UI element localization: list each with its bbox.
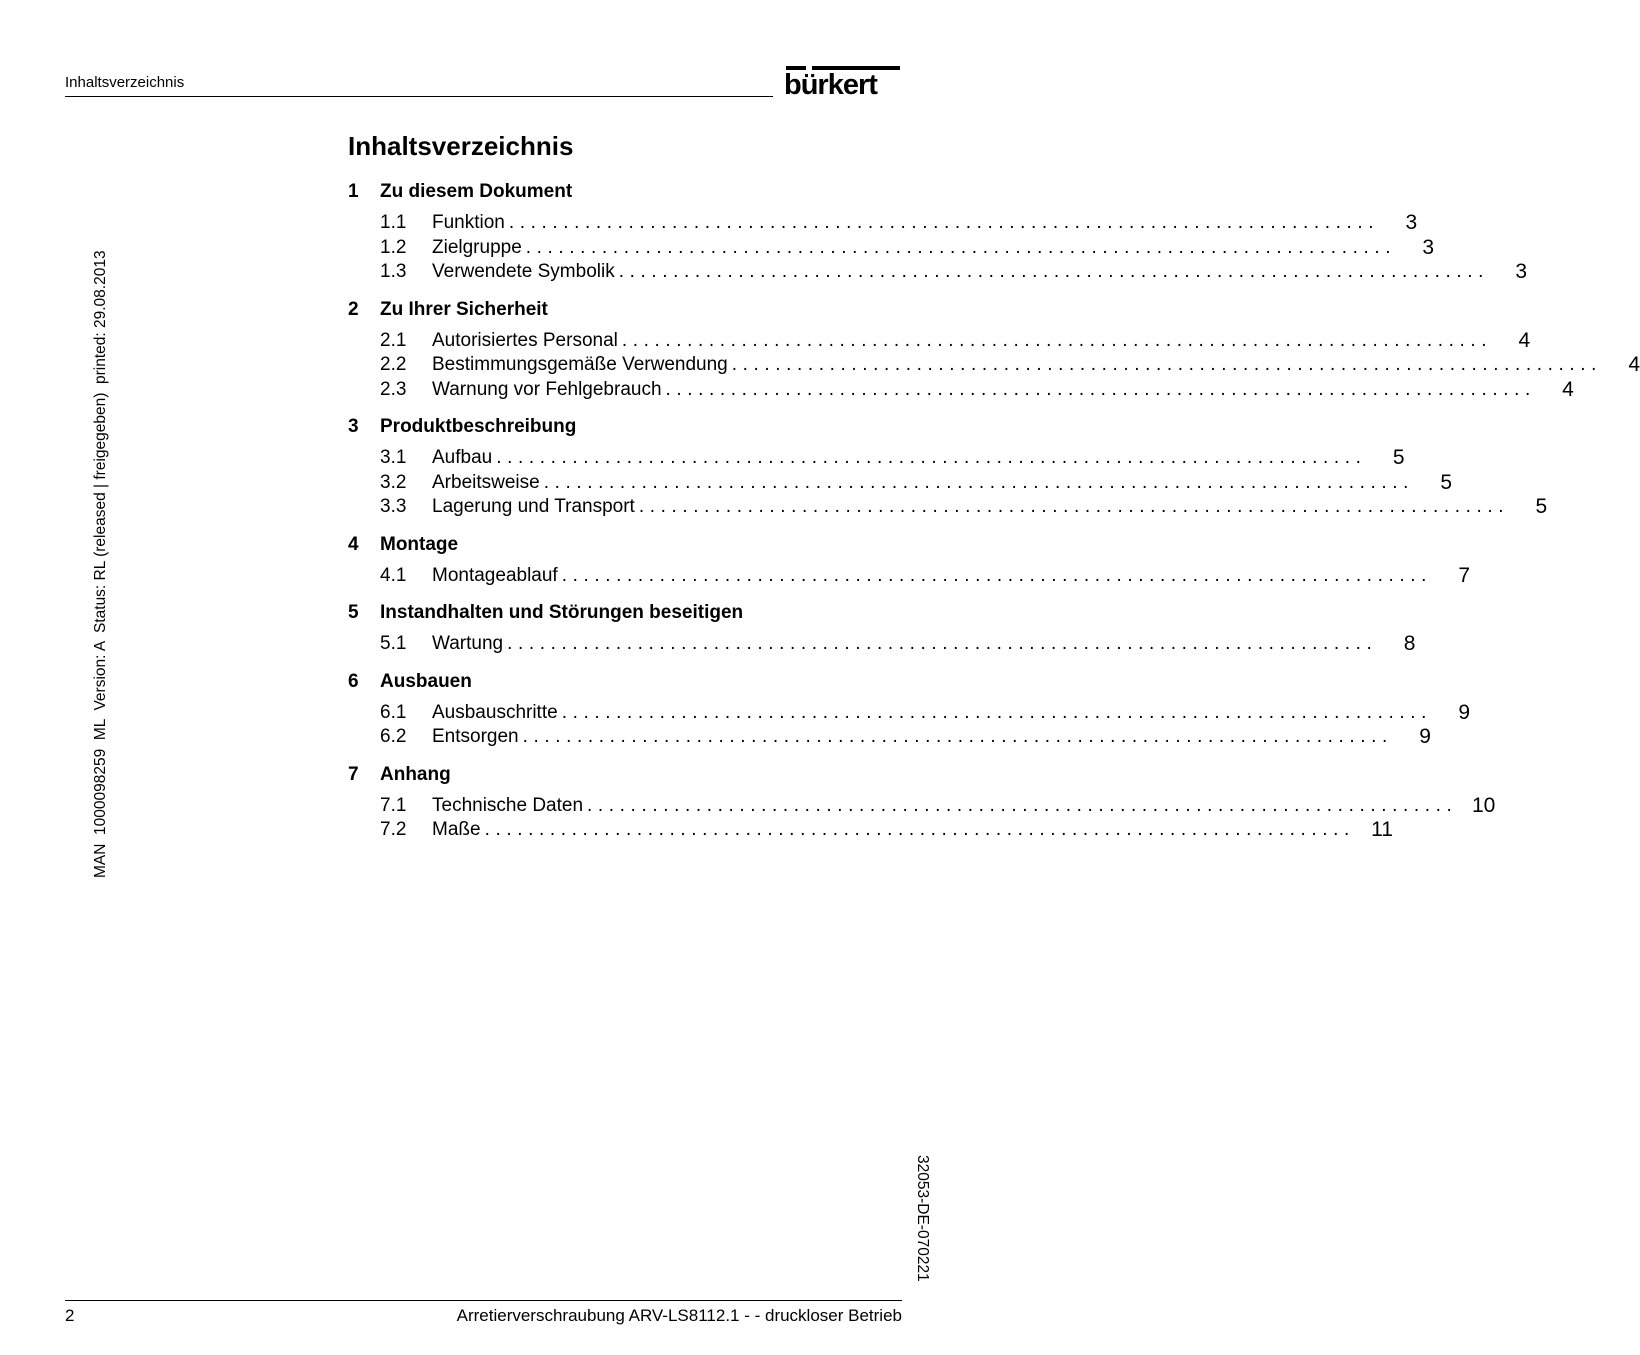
toc-chapter-number: 5 [348, 602, 359, 623]
toc-dot-leader: ................................................................................ [665, 378, 1536, 400]
toc-chapter [348, 415, 1548, 520]
toc-entry-label: Maße [432, 819, 481, 840]
toc-entry[interactable] [348, 700, 1470, 726]
document-code: 32053-DE-070221 [914, 1155, 931, 1282]
toc-chapter [348, 670, 1470, 750]
toc-chapter-title: Montage [380, 533, 459, 555]
toc-entry[interactable] [348, 793, 1496, 819]
toc-entry-number: 2.2 [380, 354, 407, 375]
toc-chapter-title: Anhang [380, 763, 451, 785]
toc-chapter-title: Produktbeschreibung [380, 416, 577, 437]
toc-entry-page: 4 [1628, 353, 1640, 376]
toc-entry-label: Autorisiertes Personal [432, 329, 618, 351]
toc-chapter-title: Zu diesem Dokument [380, 181, 573, 202]
toc-chapter [348, 763, 1496, 843]
toc-chapter-number: 6 [348, 670, 359, 692]
toc-entry-number: 1.3 [380, 261, 407, 282]
toc-chapter-number: 7 [348, 763, 359, 785]
toc-dot-leader: ................................................................................ [561, 701, 1432, 723]
toc-dot-leader: ................................................................................ [543, 471, 1415, 493]
toc-chapter-title: Instandhalten und Störungen beseitigen [380, 602, 744, 623]
toc-entry[interactable] [348, 563, 1471, 589]
toc-chapter-heading[interactable] [348, 180, 902, 204]
toc-chapter-title: Ausbauen [380, 670, 472, 692]
toc-dot-leader: ................................................................................ [525, 236, 1397, 258]
toc-dot-leader: ................................................................................ [507, 633, 1378, 654]
toc-entry[interactable] [348, 632, 1416, 657]
toc-entry-label: Entsorgen [432, 726, 519, 747]
toc-dot-leader: ................................................................................ [508, 212, 1380, 233]
toc-chapter-number: 3 [348, 416, 359, 437]
toc-chapter [348, 298, 1640, 403]
toc-chapter-heading[interactable] [348, 298, 902, 322]
toc-dot-leader: ................................................................................ [638, 496, 1510, 517]
toc-entry-label: Wartung [432, 633, 504, 654]
toc-dot-leader: ................................................................................ [587, 794, 1458, 816]
toc-dot-leader: ................................................................................ [731, 354, 1603, 375]
toc-entry-page: 4 [1562, 377, 1574, 401]
toc-dot-leader: ................................................................................ [561, 564, 1433, 586]
toc-entry-number: 5.1 [380, 633, 407, 654]
logo-text: bürkert [784, 69, 877, 101]
toc-entry-number: 1.1 [380, 212, 407, 233]
toc-entry-page: 3 [1422, 235, 1435, 259]
toc-entry-label: Montageablauf [432, 564, 558, 586]
toc-entry[interactable] [348, 495, 1548, 520]
toc-entry-label: Zielgruppe [432, 236, 522, 258]
toc-entry-number: 3.3 [380, 496, 407, 517]
toc-entry[interactable] [348, 446, 1405, 471]
toc-entry-number: 6.1 [380, 701, 407, 723]
toc-entry-page: 9 [1458, 700, 1470, 724]
toc-entry-page: 5 [1440, 470, 1453, 494]
footer-divider [65, 1300, 902, 1301]
toc-entry-page: 4 [1518, 328, 1531, 352]
toc-dot-leader: ................................................................................ [621, 329, 1493, 351]
footer-document-title: Arretierverschraubung ARV-LS8112.1 - - druckloser Betrieb [456, 1306, 902, 1325]
toc-entry-page: 8 [1403, 632, 1416, 655]
toc-entry[interactable] [348, 211, 1418, 236]
toc-chapter [348, 601, 1416, 657]
toc-entry[interactable] [348, 818, 1393, 843]
toc-entry-label: Verwendete Symbolik [432, 261, 615, 282]
toc-entry-number: 3.2 [380, 471, 407, 493]
toc-dot-leader: ................................................................................ [618, 261, 1490, 282]
toc-entry-page: 3 [1515, 260, 1528, 283]
toc-chapter-heading[interactable] [348, 533, 902, 557]
toc-entry[interactable] [348, 328, 1531, 354]
toc-entry-page: 5 [1535, 495, 1548, 518]
toc-entry[interactable] [348, 353, 1640, 378]
toc-entry-label: Warnung vor Fehlgebrauch [432, 378, 662, 400]
toc-entry[interactable] [348, 470, 1453, 496]
toc-entry[interactable] [348, 725, 1431, 750]
toc-entry[interactable] [348, 235, 1435, 261]
toc-entry-page: 3 [1405, 211, 1418, 234]
toc-entry-page: 10 [1472, 793, 1496, 817]
toc-entry-label: Funktion [432, 212, 505, 233]
toc-entry-number: 3.1 [380, 447, 407, 468]
toc-entry[interactable] [348, 260, 1528, 285]
toc-entry-number: 6.2 [380, 726, 407, 747]
toc-entry-label: Aufbau [432, 447, 493, 468]
toc-chapter [348, 533, 1471, 589]
toc-entry-label: Ausbauschritte [432, 701, 558, 723]
toc-entry-label: Bestimmungsgemäße Verwendung [432, 354, 728, 375]
header-section-label: Inhaltsverzeichnis [65, 74, 185, 91]
toc-chapter-number: 1 [348, 181, 359, 202]
burkert-logo [784, 66, 902, 101]
toc-entry-number: 7.1 [380, 794, 407, 816]
toc-chapter-heading[interactable] [348, 415, 902, 439]
toc-entry-label: Lagerung und Transport [432, 496, 635, 517]
toc-entry-label: Arbeitsweise [432, 471, 540, 493]
toc-entry-number: 1.2 [380, 236, 407, 258]
toc-chapter-heading[interactable] [348, 670, 902, 694]
toc-entry-number: 2.3 [380, 378, 407, 400]
document-meta-text: MAN 1000098259 ML Version: A Status: RL (released | freigegeben) printed: 29.08.2013 [92, 250, 109, 878]
toc-entry-label: Technische Daten [432, 794, 584, 816]
toc-chapter-title: Zu Ihrer Sicherheit [380, 298, 548, 320]
toc-entry-page: 7 [1458, 563, 1471, 587]
page-title: Inhaltsverzeichnis [348, 131, 574, 161]
toc-entry[interactable] [348, 377, 1574, 403]
toc-chapter-heading[interactable] [348, 601, 902, 625]
toc-dot-leader: ................................................................................ [522, 726, 1393, 747]
toc-chapter-heading[interactable] [348, 763, 902, 787]
toc-entry-page: 9 [1419, 725, 1431, 748]
footer-page-number: 2 [65, 1306, 75, 1325]
toc-dot-leader: ................................................................................ [496, 447, 1367, 468]
toc-chapter-number: 2 [348, 298, 359, 320]
table-of-contents [348, 180, 1640, 856]
toc-entry-number: 7.2 [380, 819, 407, 840]
toc-entry-number: 4.1 [380, 564, 407, 586]
header-divider [65, 96, 773, 97]
toc-entry-page: 11 [1371, 818, 1393, 841]
toc-entry-number: 2.1 [380, 329, 407, 351]
toc-entry-page: 5 [1392, 446, 1405, 469]
toc-dot-leader: ................................................................................ [484, 819, 1355, 840]
toc-chapter [348, 180, 1528, 285]
toc-chapter-number: 4 [348, 533, 359, 555]
